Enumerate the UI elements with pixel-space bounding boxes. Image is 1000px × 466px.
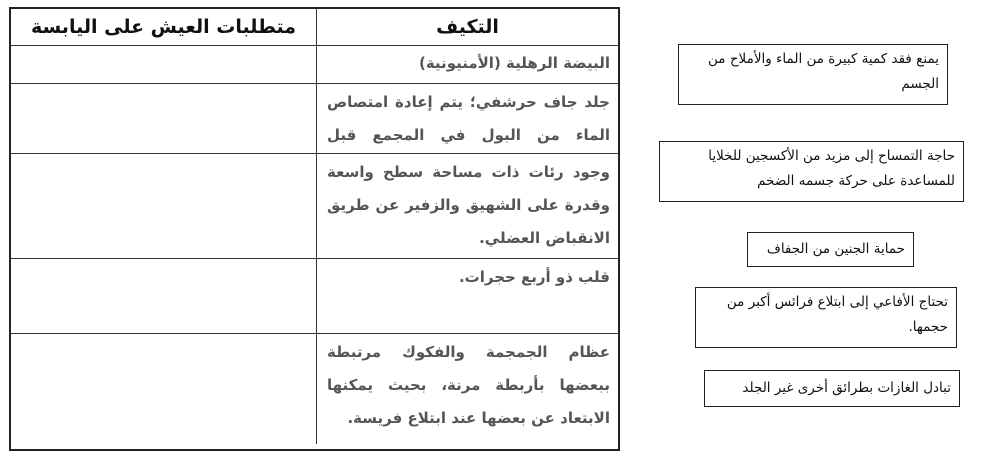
adaptation-cell: عظام الجمجمة والفكوك مرتبطة ببعضها بأربطة مرنة، بحيث يمكنها الابتعاد عن بعضها عند ابتلاع فريسة. (327, 343, 610, 427)
answer-drop-zone[interactable] (11, 259, 317, 334)
matching-table (9, 7, 620, 451)
draggable-answer-card[interactable]: تبادل الغازات بطرائق أخرى غير الجلد (704, 370, 960, 407)
header-adaptation: التكيف (317, 9, 618, 46)
draggable-answer-card[interactable]: يمنع فقد كمية كبيرة من الماء والأملاح من الجسم (678, 44, 948, 105)
answer-drop-zone[interactable] (11, 84, 317, 154)
draggable-answer-card[interactable]: تحتاج الأفاعي إلى ابتلاع فرائس أكبر من حجمها. (695, 287, 957, 348)
answer-drop-zone[interactable] (11, 334, 317, 444)
adaptation-cell: البيضة الرهلية (الأمنيونية) (317, 46, 618, 84)
draggable-answer-card[interactable]: حماية الجنين من الجفاف (747, 232, 914, 267)
answer-drop-zone[interactable] (11, 154, 317, 259)
adaptation-cell: جلد جاف حرشفي؛ يتم إعادة امتصاص الماء من البول في المجمع قبل (317, 84, 618, 154)
answer-drop-zone[interactable] (11, 46, 317, 84)
adaptation-cell: وجود رئات ذات مساحة سطح واسعة وقدرة على الشهيق والزفير عن طريق الانقباض العضلي. (317, 154, 618, 259)
header-requirements: متطلبات العيش على اليابسة (11, 9, 317, 46)
draggable-answer-card[interactable]: حاجة التمساح إلى مزيد من الأكسجين للخلايا للمساعدة على حركة جسمه الضخم (659, 141, 964, 202)
adaptation-cell: قلب ذو أربع حجرات. (317, 259, 618, 334)
